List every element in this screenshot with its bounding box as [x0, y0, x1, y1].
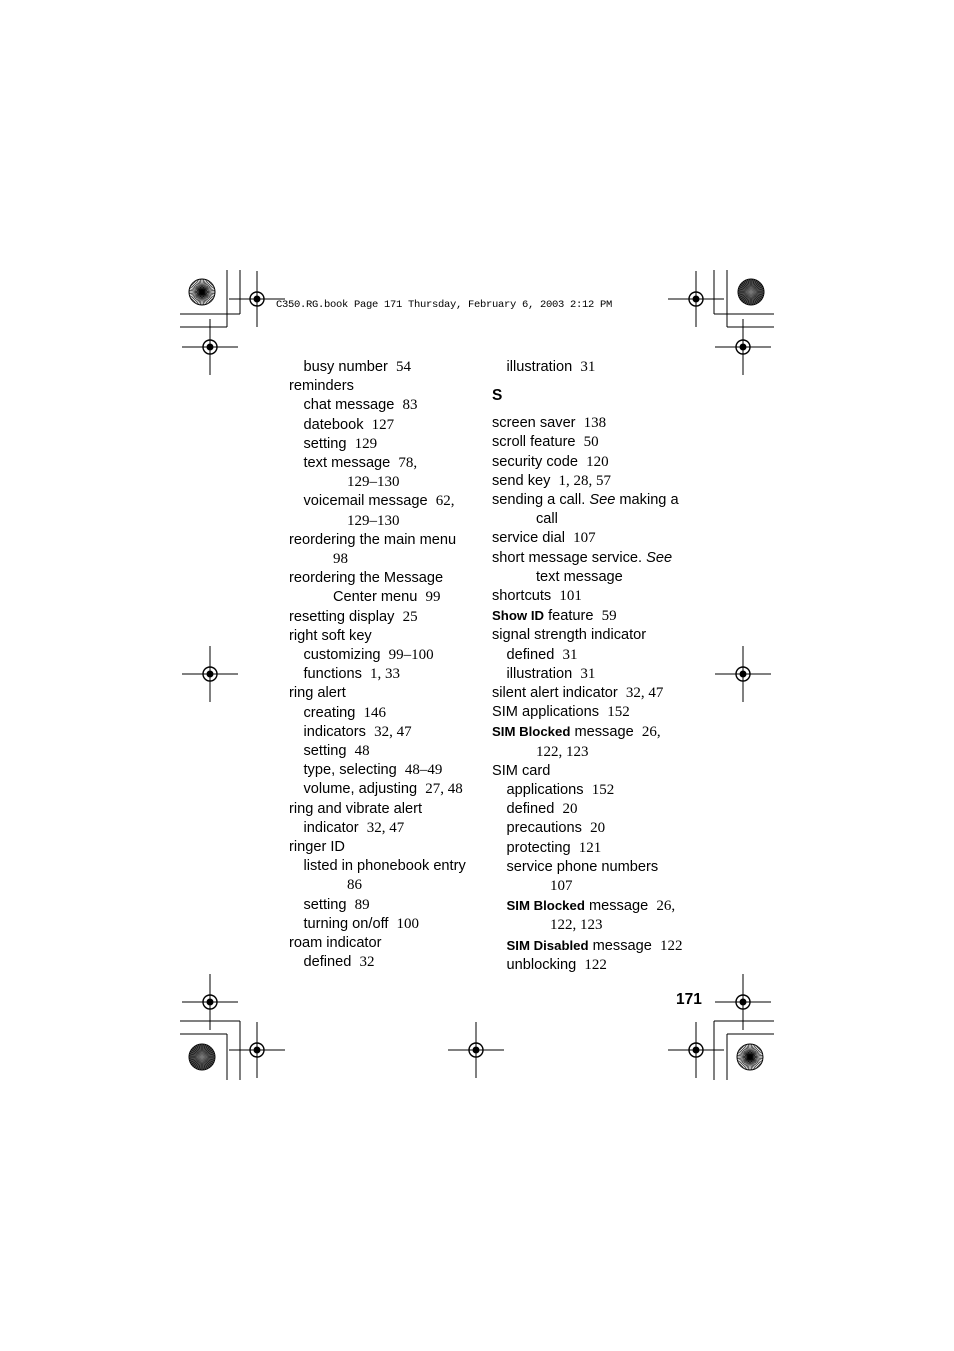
index-entry: [289, 934, 479, 953]
entry-text: indicator: [303, 819, 359, 836]
index-continuation: [492, 743, 682, 762]
entry-text: ringer ID: [289, 839, 345, 856]
index-subentry: [289, 761, 479, 780]
index-subentry: [289, 454, 479, 473]
page-reference: 1, 28, 57: [558, 472, 612, 489]
entry-text: defined: [506, 646, 555, 663]
page-reference: 99–100: [388, 647, 434, 664]
entry-text: service phone numbers: [506, 858, 659, 875]
registration-dot: [740, 344, 747, 351]
page-reference: 78,: [398, 455, 418, 472]
page-reference: 32, 47: [374, 723, 412, 740]
index-subentry: [289, 896, 479, 915]
index-subentry: [492, 956, 682, 975]
index-entry: [492, 587, 682, 606]
registration-dot: [207, 344, 214, 351]
index-subentry: [289, 492, 479, 511]
page-reference: 62,: [435, 493, 455, 510]
entry-text: voicemail message: [303, 493, 428, 510]
index-entry: [289, 531, 479, 550]
index-entry: [289, 800, 479, 819]
page-reference: 129: [354, 435, 378, 452]
entry-text: text message: [536, 568, 623, 585]
index-subentry: [289, 915, 479, 934]
page-reference: 31: [562, 646, 578, 663]
entry-text: reordering the Message: [289, 570, 444, 587]
registration-dot: [740, 999, 747, 1006]
index-subentry: [492, 839, 682, 858]
entry-text: sending a call.: [492, 492, 590, 509]
page-reference: 26,: [641, 724, 661, 741]
page-reference: 100: [396, 915, 420, 932]
page-reference: 107: [550, 878, 573, 895]
entry-text: applications: [506, 782, 584, 799]
index-subentry: [492, 858, 682, 877]
page-reference: 31: [580, 359, 596, 375]
index-subentry: [492, 819, 682, 838]
entry-text: busy number: [303, 359, 388, 375]
ui-keyword: SIM Blocked: [492, 724, 571, 740]
page-reference: 32, 47: [366, 819, 405, 836]
index-subentry: [289, 435, 479, 454]
index-subentry: [492, 358, 682, 377]
page-reference: 31: [580, 665, 596, 682]
index-continuation: [289, 588, 479, 607]
index-continuation: [289, 473, 479, 492]
entry-text: message: [584, 898, 649, 915]
entry-text: reminders: [289, 378, 354, 395]
index-column-left: [289, 358, 479, 973]
index-subentry: [289, 704, 479, 723]
index-entry: [492, 626, 682, 645]
ui-keyword: SIM Blocked: [506, 898, 585, 914]
page-reference: 98: [333, 551, 348, 568]
page-reference: 25: [402, 608, 418, 625]
page-reference: 1, 33: [370, 666, 401, 683]
page-reference: 122: [659, 937, 683, 954]
page-reference: 152: [591, 782, 615, 799]
entry-text: message: [588, 937, 652, 954]
page-reference: 50: [583, 434, 599, 451]
index-entry: [492, 453, 682, 472]
entry-text: signal strength indicator: [492, 627, 647, 644]
entry-text: reordering the main menu: [289, 531, 457, 548]
index-continuation: [492, 916, 682, 935]
entry-text: datebook: [303, 416, 364, 433]
entry-text: volume, adjusting: [303, 781, 418, 798]
index-subentry: [289, 416, 479, 435]
entry-text: protecting: [506, 839, 571, 856]
entry-text: illustration: [506, 359, 573, 375]
index-entry: [289, 608, 479, 627]
entry-text: silent alert indicator: [492, 685, 618, 702]
index-subentry: [492, 781, 682, 800]
page-reference: 83: [402, 397, 418, 414]
page-reference: 129–130: [347, 474, 400, 491]
entry-text: listed in phonebook entry: [303, 858, 466, 875]
entry-text: right soft key: [289, 627, 372, 644]
page-reference: 54: [395, 359, 411, 375]
index-subentry: [289, 819, 479, 838]
see-reference: See: [646, 549, 673, 566]
entry-text: service dial: [492, 530, 565, 547]
index-subentry: [289, 396, 479, 415]
entry-text: send key: [492, 472, 551, 489]
index-entry: [492, 549, 682, 568]
page-reference: 26,: [656, 898, 676, 915]
page-reference: 152: [607, 704, 630, 721]
entry-text: illustration: [506, 665, 573, 682]
entry-text: Center menu: [333, 589, 418, 606]
page-reference: 120: [586, 453, 609, 470]
see-reference: See: [589, 492, 616, 509]
page-reference: 121: [578, 839, 602, 856]
index-subentry: [289, 953, 479, 972]
entry-text: ring and vibrate alert: [289, 800, 423, 817]
index-entry: [492, 606, 682, 626]
page-reference: 20: [562, 801, 578, 818]
entry-text: short message service.: [492, 549, 647, 566]
registration-dot: [254, 296, 261, 303]
index-subentry: [289, 646, 479, 665]
index-entry: [492, 472, 682, 491]
index-continuation: [492, 510, 682, 529]
index-continuation: [289, 512, 479, 531]
index-entry: [289, 377, 479, 396]
index-entry: [492, 684, 682, 703]
entry-text: type, selecting: [303, 762, 397, 779]
index-entry: [492, 722, 682, 742]
entry-text: ring alert: [289, 685, 346, 702]
print-header: C350.RG.book Page 171 Thursday, February 6, 2003 2:12 PM: [276, 299, 613, 311]
index-continuation: [289, 876, 479, 895]
index-subentry: [492, 800, 682, 819]
page-number: 171: [676, 991, 702, 1008]
entry-text: feature: [544, 608, 594, 625]
entry-text: scroll feature: [492, 434, 576, 451]
registration-dot: [207, 999, 214, 1006]
entry-text: text message: [303, 455, 391, 472]
page-reference: 48: [354, 743, 370, 760]
page-reference: 20: [590, 820, 606, 837]
index-entry: [289, 569, 479, 588]
page-reference: 101: [559, 588, 582, 605]
entry-text: defined: [506, 801, 555, 818]
index-subentry: [492, 896, 682, 916]
page-reference: 86: [347, 877, 362, 894]
index-subentry: [289, 665, 479, 684]
entry-text: call: [536, 511, 558, 528]
entry-text: making a: [615, 492, 679, 509]
page-reference: 32, 47: [625, 685, 664, 702]
index-entry: [289, 684, 479, 703]
registration-dot: [473, 1047, 480, 1054]
index-entry: [492, 414, 682, 433]
page-reference: 32: [359, 954, 375, 971]
page-reference: 27, 48: [425, 781, 463, 798]
page-reference: 59: [601, 608, 617, 625]
entry-text: shortcuts: [492, 588, 552, 605]
index-continuation: [289, 550, 479, 569]
index-continuation: [492, 877, 682, 896]
entry-text: unblocking: [506, 956, 577, 973]
page-reference: 146: [363, 704, 387, 721]
page-reference: 127: [371, 416, 395, 433]
registration-dot: [254, 1047, 261, 1054]
index-subentry: [492, 936, 682, 956]
page-reference: 89: [354, 896, 370, 913]
ui-keyword: SIM Disabled: [506, 937, 589, 953]
page-reference: 122: [584, 956, 607, 973]
entry-text: resetting display: [289, 608, 395, 625]
page-reference: 99: [425, 589, 441, 606]
index-column-right: [492, 358, 682, 975]
index-subentry: [289, 742, 479, 761]
section-letter: S: [492, 387, 503, 405]
registration-dot: [740, 671, 747, 678]
index-subentry: [492, 646, 682, 665]
index-entry: [289, 627, 479, 646]
registration-dot: [693, 1047, 700, 1054]
entry-text: screen saver: [492, 415, 576, 432]
entry-text: defined: [303, 954, 352, 971]
page-reference: 138: [583, 415, 607, 432]
entry-text: security code: [492, 453, 578, 470]
entry-text: customizing: [303, 647, 381, 664]
registration-dot: [207, 671, 214, 678]
entry-text: roam indicator: [289, 935, 382, 952]
page-reference: 122, 123: [550, 917, 603, 934]
entry-text: setting: [303, 743, 347, 760]
entry-text: precautions: [506, 820, 582, 837]
index-continuation: [492, 568, 682, 587]
index-subentry: [289, 723, 479, 742]
page-reference: 48–49: [404, 762, 443, 779]
index-entry: [492, 703, 682, 722]
index-entry: [492, 762, 682, 781]
entry-text: indicators: [303, 723, 366, 740]
entry-text: chat message: [303, 397, 395, 414]
page-reference: 122, 123: [536, 743, 589, 760]
page-reference: 129–130: [347, 512, 400, 529]
entry-text: message: [570, 724, 634, 741]
index-subentry: [289, 857, 479, 876]
index-subentry: [492, 665, 682, 684]
ui-keyword: Show ID: [492, 608, 545, 624]
index-entry: [289, 838, 479, 857]
page-reference: 107: [573, 530, 596, 547]
entry-text: SIM applications: [492, 704, 600, 721]
index-subentry: [289, 780, 479, 799]
entry-text: setting: [303, 435, 347, 452]
entry-text: creating: [303, 704, 356, 721]
index-entry: [492, 433, 682, 452]
registration-dot: [693, 296, 700, 303]
index-entry: [492, 491, 682, 510]
entry-text: turning on/off: [303, 915, 389, 932]
index-subentry: [289, 358, 479, 377]
entry-text: SIM card: [492, 762, 551, 779]
index-entry: [492, 529, 682, 548]
entry-text: setting: [303, 896, 347, 913]
entry-text: functions: [303, 666, 362, 683]
